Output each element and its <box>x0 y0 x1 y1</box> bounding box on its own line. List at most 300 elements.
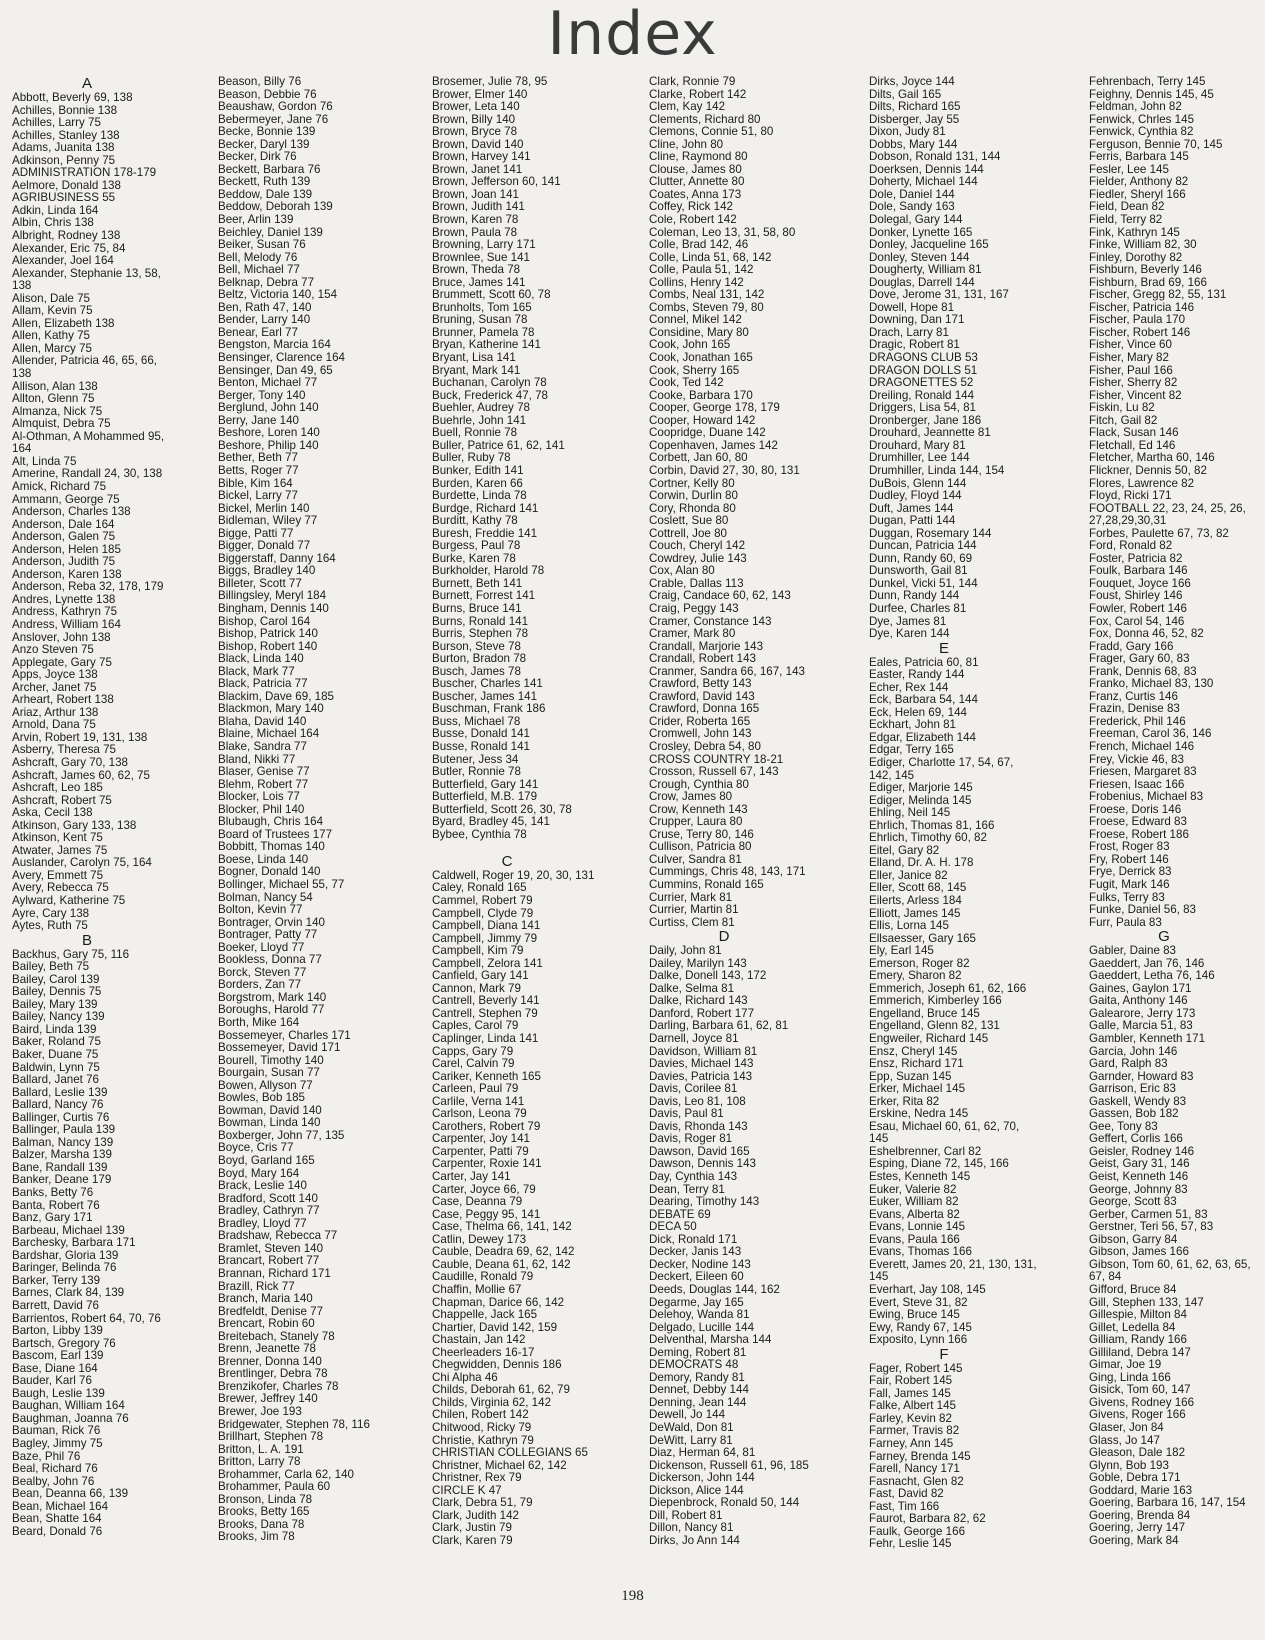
index-entry: Borgstrom, Mark 140 <box>218 990 327 1004</box>
index-entry: Dickerson, John 144 <box>649 1471 755 1485</box>
index-entry: Funke, Daniel 56, 83 <box>1089 903 1196 917</box>
index-entry: Ballinger, Paula 139 <box>12 1123 116 1137</box>
index-entry: Bollinger, Michael 55, 77 <box>218 878 345 891</box>
index-entry: Brown, Janet 141 <box>432 162 523 176</box>
index-entry: Becker, Daryl 139 <box>218 137 310 151</box>
index-entry: Glass, Jo 147 <box>1089 1433 1160 1447</box>
index-entry: Bidleman, Wiley 77 <box>218 514 318 528</box>
index-entry: Bailey, Beth 75 <box>12 960 90 974</box>
index-entry: Colle, Paula 51, 142 <box>649 263 754 277</box>
index-entry: Decker, Nodine 143 <box>649 1257 751 1271</box>
index-entry: Beal, Richard 76 <box>12 1462 98 1476</box>
index-entry: Byard, Bradley 45, 141 <box>432 815 550 829</box>
index-entry: Berger, Tony 140 <box>218 388 306 402</box>
index-entry: Field, Terry 82 <box>1089 213 1163 227</box>
index-entry: Gerstner, Teri 56, 57, 83 <box>1089 1220 1214 1234</box>
index-entry: Cook, Ted 142 <box>649 376 724 390</box>
index-entry: Fletcher, Martha 60, 146 <box>1089 451 1215 465</box>
index-entry: Burton, Bradon 78 <box>432 652 527 666</box>
index-entry: Blake, Sandra 77 <box>218 739 307 753</box>
index-entry: Ballard, Leslie 139 <box>12 1085 108 1099</box>
index-entry: Cory, Rhonda 80 <box>649 501 736 515</box>
index-entry: Britton, Larry 78 <box>218 1455 301 1469</box>
index-entry: Cariker, Kenneth 165 <box>432 1069 541 1083</box>
index-entry: Bauman, Rick 76 <box>12 1424 101 1438</box>
index-entry: Eitel, Gary 82 <box>869 843 940 857</box>
index-entry: Brummett, Scott 60, 78 <box>432 288 551 302</box>
index-entry: Erker, Michael 145 <box>869 1082 966 1096</box>
index-entry: Alexander, Joel 164 <box>12 254 114 268</box>
index-entry: Edgar, Terry 165 <box>869 743 954 757</box>
index-entry: Clark, Judith 142 <box>432 1508 519 1522</box>
index-entry: Flack, Susan 146 <box>1089 426 1179 440</box>
index-entry: Bossemeyer, Charles 171 <box>218 1028 351 1042</box>
index-entry: Fisher, Vince 60 <box>1089 338 1172 352</box>
index-entry: Drach, Larry 81 <box>869 325 949 339</box>
index-entry: Bigger, Donald 77 <box>218 539 311 553</box>
index-entry: Chaffin, Mollie 67 <box>432 1282 522 1296</box>
index-entry: Baker, Roland 75 <box>12 1035 101 1049</box>
index-entry: Black, Patricia 77 <box>218 677 308 691</box>
index-entry: Gillet, Ledella 84 <box>1089 1320 1176 1334</box>
index-entry: Cummings, Chris 48, 143, 171 <box>649 865 806 879</box>
index-entry: Bagley, Jimmy 75 <box>12 1436 103 1450</box>
index-entry: Brohammer, Carla 62, 140 <box>218 1467 354 1481</box>
index-entry: Everett, James 20, 21, 130, 131, <box>869 1257 1037 1271</box>
index-entry: Ford, Ronald 82 <box>1089 539 1173 553</box>
index-entry: Apps, Joyce 138 <box>12 668 98 682</box>
index-entry: Daily, John 81 <box>649 944 722 958</box>
index-entry: Bybee, Cynthia 78 <box>432 827 527 841</box>
index-entry: Beard, Donald 76 <box>12 1524 103 1538</box>
index-entry: Burgess, Paul 78 <box>432 539 521 553</box>
index-entry: Fisher, Vincent 82 <box>1089 388 1182 402</box>
index-entry: Burkholder, Harold 78 <box>432 564 545 578</box>
index-entry: Dilts, Gail 165 <box>869 87 942 101</box>
index-entry: Floyd, Ricki 171 <box>1089 489 1172 503</box>
index-entry: Clouse, James 80 <box>649 162 742 176</box>
index-entry: Carlile, Verna 141 <box>432 1094 525 1108</box>
index-entry: Craig, Peggy 143 <box>649 601 739 615</box>
index-entry: Goble, Debra 171 <box>1089 1471 1181 1485</box>
index-entry: Bowles, Bob 185 <box>218 1091 306 1105</box>
index-entry: Craig, Candace 60, 62, 143 <box>649 589 791 603</box>
index-entry: Drouhard, Mary 81 <box>869 438 966 452</box>
index-entry: Beason, Debbie 76 <box>218 87 317 101</box>
index-entry: Brown, David 140 <box>432 137 524 151</box>
index-entry: Black, Mark 77 <box>218 664 295 678</box>
index-entry: Dye, Karen 144 <box>869 627 950 641</box>
index-entry: Biggerstaff, Danny 164 <box>218 551 336 565</box>
index-entry: Davies, Patricia 143 <box>649 1069 753 1083</box>
index-entry: Cole, Robert 142 <box>649 213 737 227</box>
index-entry: Cheerleaders 16-17 <box>432 1345 535 1359</box>
index-entry: Beshore, Loren 140 <box>218 426 320 440</box>
index-entry: Becke, Bonnie 139 <box>218 125 316 139</box>
index-entry: Fenwick, Chrles 145 <box>1089 112 1195 126</box>
index-entry: Farney, Ann 145 <box>869 1436 954 1450</box>
index-entry: Diaz, Herman 64, 81 <box>649 1446 756 1460</box>
index-entry: Bossemeyer, David 171 <box>218 1041 341 1055</box>
index-entry: Albright, Rodney 138 <box>12 229 121 243</box>
section-letter: C <box>501 852 513 870</box>
index-entry: Ballard, Nancy 76 <box>12 1098 104 1112</box>
index-entry: Allison, Alan 138 <box>12 379 98 393</box>
index-entry: DuBois, Glenn 144 <box>869 476 967 490</box>
index-entry: Gimar, Joe 19 <box>1089 1358 1162 1372</box>
index-entry: Bowman, David 140 <box>218 1103 322 1117</box>
index-entry: Connel, Mikel 142 <box>649 313 742 327</box>
index-entry: Campbell, Kim 79 <box>432 944 524 958</box>
index-entry: Allton, Glenn 75 <box>12 392 95 406</box>
index-entry: Belknap, Debra 77 <box>218 275 315 289</box>
index-entry: Evans, Alberta 82 <box>869 1207 960 1221</box>
index-entry: Blaine, Michael 164 <box>218 727 320 741</box>
index-entry: Fisher, Mary 82 <box>1089 351 1169 365</box>
index-entry: Fasnacht, Glen 82 <box>869 1474 964 1488</box>
index-entry: Evans, Lonnie 145 <box>869 1220 966 1234</box>
index-entry: Buehrle, John 141 <box>432 413 527 427</box>
index-entry: Froese, Edward 83 <box>1089 815 1187 829</box>
index-entry: Fenwick, Cynthia 82 <box>1089 125 1194 139</box>
index-entry: Brown, Karen 78 <box>432 213 519 227</box>
section-letter: B <box>81 931 92 949</box>
index-entry: Eck, Helen 69, 144 <box>869 705 967 719</box>
index-entry: Gaskell, Wendy 83 <box>1089 1094 1187 1108</box>
index-entry: Brooks, Jim 78 <box>218 1530 295 1544</box>
index-entry: Fradd, Gary 166 <box>1089 639 1174 653</box>
index-entry: Bell, Michael 77 <box>218 263 300 277</box>
index-entry: Geisler, Rodney 146 <box>1089 1144 1195 1158</box>
index-entry: Froese, Robert 186 <box>1089 827 1189 841</box>
index-entry: Burnett, Beth 141 <box>432 576 523 590</box>
index-entry: Clemons, Connie 51, 80 <box>649 125 774 139</box>
index-entry: Cooper, Howard 142 <box>649 413 756 427</box>
index-entry: Butener, Jess 34 <box>432 752 519 766</box>
index-entry: Burson, Steve 78 <box>432 639 521 653</box>
index-entry: Doherty, Michael 144 <box>869 175 978 189</box>
index-column <box>869 76 1079 1551</box>
index-entry: Eck, Barbara 54, 144 <box>869 693 978 707</box>
index-entry: Dearing, Timothy 143 <box>649 1195 760 1209</box>
index-entry: Bridgewater, Stephen 78, 116 <box>218 1417 370 1431</box>
index-entry: Clark, Karen 79 <box>432 1533 513 1547</box>
index-entry: Albin, Chris 138 <box>12 216 94 230</box>
index-entry: Downing, Dan 171 <box>869 313 965 327</box>
index-entry: Brown, Jefferson 60, 141 <box>432 175 561 189</box>
index-entry: Bengston, Marcia 164 <box>218 338 331 352</box>
index-entry: Bogner, Donald 140 <box>218 865 321 879</box>
index-entry: Garrison, Eric 83 <box>1089 1082 1176 1096</box>
index-entry: Fox, Donna 46, 52, 82 <box>1089 627 1204 641</box>
index-entry: Dowell, Hope 81 <box>869 300 955 314</box>
index-entry: Farmer, Travis 82 <box>869 1424 960 1438</box>
index-entry: Ferris, Barbara 145 <box>1089 150 1189 164</box>
index-entry: Capps, Gary 79 <box>432 1044 514 1058</box>
index-entry: Almquist, Debra 75 <box>12 417 111 431</box>
index-entry: 138 <box>12 367 32 381</box>
index-entry: Ediger, Charlotte 17, 54, 67, <box>869 755 1014 769</box>
index-entry: Dean, Terry 81 <box>649 1182 725 1196</box>
index-entry: Billingsley, Meryl 184 <box>218 589 327 603</box>
index-entry: Fishburn, Beverly 146 <box>1089 263 1202 277</box>
index-entry: Duggan, Rosemary 144 <box>869 526 992 540</box>
index-entry: Brewer, Joe 193 <box>218 1404 302 1418</box>
index-entry: Davis, Rhonda 143 <box>649 1119 748 1133</box>
index-entry: Burns, Ronald 141 <box>432 614 529 628</box>
index-entry: Bradley, Lloyd 77 <box>218 1216 307 1230</box>
index-entry: Campbell, Diana 141 <box>432 919 541 933</box>
index-entry: Beddow, Deborah 139 <box>218 200 333 214</box>
index-entry: Evans, Paula 166 <box>869 1232 960 1246</box>
index-entry: Ehrlich, Thomas 81, 166 <box>869 818 995 832</box>
section-letter: D <box>718 928 730 946</box>
index-entry: Eller, Scott 68, 145 <box>869 881 967 895</box>
index-entry: Carter, Joyce 66, 79 <box>432 1182 536 1196</box>
index-entry: Gaines, Gaylon 171 <box>1089 981 1192 995</box>
index-entry: Anderson, Helen 185 <box>12 542 121 556</box>
index-entry: Bishop, Robert 140 <box>218 639 318 653</box>
index-entry: Cantrell, Stephen 79 <box>432 1006 538 1020</box>
index-entry: Clark, Ronnie 79 <box>649 76 736 88</box>
index-entry: Blaser, Genise 77 <box>218 765 310 779</box>
index-entry: Falke, Albert 145 <box>869 1399 957 1413</box>
index-entry: Dennet, Debby 144 <box>649 1383 749 1397</box>
index-entry: Bronson, Linda 78 <box>218 1492 313 1506</box>
index-entry: Gerber, Carmen 51, 83 <box>1089 1207 1208 1221</box>
index-entry: Ediger, Melinda 145 <box>869 793 972 807</box>
index-entry: Bland, Nikki 77 <box>218 752 296 766</box>
index-entry: Cook, John 165 <box>649 338 731 352</box>
index-entry: Allender, Patricia 46, 65, 66, <box>12 354 158 368</box>
index-entry: Fulks, Terry 83 <box>1089 890 1165 904</box>
index-entry: Drouhard, Jeannette 81 <box>869 426 991 440</box>
index-entry: Aelmore, Donald 138 <box>12 178 121 192</box>
index-entry: Bartsch, Gregory 76 <box>12 1336 116 1350</box>
index-entry: Bruning, Susan 78 <box>432 313 528 327</box>
index-entry: Bensinger, Dan 49, 65 <box>218 363 333 377</box>
index-entry: Copenhaven, James 142 <box>649 438 778 452</box>
index-entry: Esping, Diane 72, 145, 166 <box>869 1157 1009 1171</box>
index-entry: Burnett, Forrest 141 <box>432 589 536 603</box>
index-entry: Cline, John 80 <box>649 137 724 151</box>
index-entry: Case, Thelma 66, 141, 142 <box>432 1220 572 1234</box>
index-entry: Ferguson, Bennie 70, 145 <box>1089 137 1223 151</box>
index-entry: Branch, Maria 140 <box>218 1292 313 1306</box>
index-entry: Buresh, Freddie 141 <box>432 526 538 540</box>
index-entry: Emmerich, Kimberley 166 <box>869 994 1002 1008</box>
index-entry: Cowdrey, Julie 143 <box>649 551 747 565</box>
index-entry: CROSS COUNTRY 18-21 <box>649 752 784 766</box>
index-entry: Dronberger, Jane 186 <box>869 413 982 427</box>
index-entry: Alison, Dale 75 <box>12 291 90 305</box>
index-entry: Bunker, Edith 141 <box>432 463 524 477</box>
index-entry: Crandall, Robert 143 <box>649 652 756 666</box>
index-entry: Beshore, Philip 140 <box>218 438 319 452</box>
index-entry: Gilliam, Randy 166 <box>1089 1333 1187 1347</box>
index-entry: Dunn, Randy 144 <box>869 589 960 603</box>
index-entry: Atkinson, Kent 75 <box>12 831 103 845</box>
index-entry: Alexander, Eric 75, 84 <box>12 241 126 255</box>
index-entry: Donley, Jacqueline 165 <box>869 238 989 252</box>
index-entry: Chitwood, Ricky 79 <box>432 1420 532 1434</box>
index-entry: Dolegal, Gary 144 <box>869 213 963 227</box>
index-entry: Fager, Robert 145 <box>869 1361 963 1375</box>
index-entry: Engelland, Glenn 82, 131 <box>869 1019 1000 1033</box>
index-entry: CIRCLE K 47 <box>432 1483 502 1497</box>
index-entry: 138 <box>12 279 32 293</box>
index-entry: George, Johnny 83 <box>1089 1182 1188 1196</box>
index-entry: DECA 50 <box>649 1220 697 1234</box>
index-entry: Christner, Rex 79 <box>432 1471 522 1485</box>
index-entry: Ariaz, Arthur 138 <box>12 705 99 719</box>
index-entry: Dunsworth, Gail 81 <box>869 564 968 578</box>
index-entry: Edgar, Elizabeth 144 <box>869 730 976 744</box>
index-entry: Banz, Gary 171 <box>12 1211 93 1225</box>
index-entry: Bishop, Patrick 140 <box>218 627 318 641</box>
index-entry: Brancart, Robert 77 <box>218 1254 320 1268</box>
index-entry: Beddow, Dale 139 <box>218 187 313 201</box>
index-entry: Banker, Deane 179 <box>12 1173 112 1187</box>
index-entry: Delventhal, Marsha 144 <box>649 1333 772 1347</box>
index-entry: Fiskin, Lu 82 <box>1089 401 1155 415</box>
index-entry: Givens, Roger 166 <box>1089 1408 1186 1422</box>
index-entry: Buchanan, Carolyn 78 <box>432 376 547 390</box>
index-entry: Farell, Nancy 171 <box>869 1462 960 1476</box>
page-number: 198 <box>621 1588 644 1604</box>
index-entry <box>432 841 642 854</box>
index-entry: Brenner, Donna 140 <box>218 1354 322 1368</box>
index-entry: Bryant, Mark 141 <box>432 363 521 377</box>
index-entry: Doerksen, Dennis 144 <box>869 162 984 176</box>
index-entry: Crandall, Marjorie 143 <box>649 639 764 653</box>
index-entry: Aska, Cecil 138 <box>12 806 93 820</box>
index-entry: Anderson, Judith 75 <box>12 555 116 569</box>
index-entry: Fehrenbach, Terry 145 <box>1089 76 1206 88</box>
index-entry: Coates, Anna 173 <box>649 187 742 201</box>
index-entry: Bolman, Nancy 54 <box>218 890 313 904</box>
index-entry: Beer, Arlin 139 <box>218 213 294 227</box>
index-entry: Bredfeldt, Denise 77 <box>218 1304 324 1318</box>
index-entry: Gillespie, Milton 84 <box>1089 1308 1187 1322</box>
index-entry: Dole, Sandy 163 <box>869 200 955 214</box>
index-entry: Bible, Kim 164 <box>218 476 293 490</box>
index-entry: Brown, Billy 140 <box>432 112 516 126</box>
index-entry: Fowler, Robert 146 <box>1089 601 1187 615</box>
index-entry: Fox, Carol 54, 146 <box>1089 614 1185 628</box>
index-entry: Corbin, David 27, 30, 80, 131 <box>649 463 800 477</box>
index-entry: Borth, Mike 164 <box>218 1016 300 1030</box>
index-entry: Friesen, Isaac 166 <box>1089 777 1185 791</box>
index-entry: Chappelle, Jack 165 <box>432 1308 538 1322</box>
index-entry: Applegate, Gary 75 <box>12 655 112 669</box>
index-entry: Christie, Kathryn 79 <box>432 1433 534 1447</box>
index-entry: Barrientos, Robert 64, 70, 76 <box>12 1311 161 1325</box>
index-entry: Buehler, Audrey 78 <box>432 401 530 415</box>
index-entry: Barnes, Clark 84, 139 <box>12 1286 125 1300</box>
index-entry: Crough, Cynthia 80 <box>649 777 749 791</box>
index-entry: Eckhart, John 81 <box>869 718 957 732</box>
index-entry: Coffey, Rick 142 <box>649 200 733 214</box>
index-entry: Dawson, David 165 <box>649 1144 750 1158</box>
index-entry: Ashcraft, Gary 70, 138 <box>12 755 128 769</box>
index-entry: Balzer, Marsha 139 <box>12 1148 112 1162</box>
index-entry: Brunholts, Tom 165 <box>432 300 532 314</box>
index-entry: Erskine, Nedra 145 <box>869 1107 969 1121</box>
index-entry: Deming, Robert 81 <box>649 1345 747 1359</box>
index-entry: Clark, Debra 51, 79 <box>432 1496 533 1510</box>
index-entry: Barton, Libby 139 <box>12 1324 103 1338</box>
index-entry: Carpenter, Roxie 141 <box>432 1157 542 1171</box>
index-entry: Carel, Calvin 79 <box>432 1057 515 1071</box>
index-entry: Dalke, Selma 81 <box>649 981 735 995</box>
index-entry: Fitch, Gail 82 <box>1089 413 1158 427</box>
index-entry: Ehrlich, Timothy 60, 82 <box>869 831 987 845</box>
index-entry: Burke, Karen 78 <box>432 551 516 565</box>
index-entry: Dreiling, Ronald 144 <box>869 388 975 402</box>
index-entry: Banta, Robert 76 <box>12 1198 100 1212</box>
index-entry: Friesen, Margaret 83 <box>1089 765 1197 779</box>
index-entry: Blaha, David 140 <box>218 714 307 728</box>
index-entry: Cullison, Patricia 80 <box>649 840 752 854</box>
index-entry: Gassen, Bob 182 <box>1089 1107 1179 1121</box>
index-entry: Amick, Richard 75 <box>12 479 107 493</box>
index-entry: Cooper, George 178, 179 <box>649 401 780 415</box>
index-entry: Fall, James 145 <box>869 1386 951 1400</box>
index-entry: Finke, William 82, 30 <box>1089 238 1197 252</box>
index-entry: Esau, Michael 60, 61, 62, 70, <box>869 1119 1020 1133</box>
index-entry: Bishop, Carol 164 <box>218 614 311 628</box>
index-entry: Barchesky, Barbara 171 <box>12 1236 136 1250</box>
index-entry: Glaser, Jon 84 <box>1089 1420 1164 1434</box>
index-entry: Durfee, Charles 81 <box>869 601 967 615</box>
index-entry: Brencart, Robin 60 <box>218 1317 315 1331</box>
index-entry: Engweiler, Richard 145 <box>869 1032 989 1046</box>
index-entry: Delgado, Lucille 144 <box>649 1320 755 1334</box>
index-entry: Coleman, Leo 13, 31, 58, 80 <box>649 225 796 239</box>
index-entry: Bryan, Katherine 141 <box>432 338 541 352</box>
index-entry: Davidson, William 81 <box>649 1044 758 1058</box>
index-entry: Cramer, Mark 80 <box>649 627 736 641</box>
index-entry: Bender, Larry 140 <box>218 313 311 327</box>
index-entry: Franz, Curtis 146 <box>1089 689 1178 703</box>
index-entry: Colle, Brad 142, 46 <box>649 238 749 252</box>
index-entry: Cromwell, John 143 <box>649 727 752 741</box>
index-entry: Bourell, Timothy 140 <box>218 1053 324 1067</box>
index-entry: Frost, Roger 83 <box>1089 840 1170 854</box>
index-entry: Fletchall, Ed 146 <box>1089 438 1176 452</box>
index-entry: Base, Diane 164 <box>12 1361 98 1375</box>
index-entry: Dailey, Marilyn 143 <box>649 956 747 970</box>
index-entry: George, Scott 83 <box>1089 1195 1177 1209</box>
index-entry: Christner, Michael 62, 142 <box>432 1458 567 1472</box>
index-entry: Eales, Patricia 60, 81 <box>869 655 979 669</box>
index-entry: Benear, Earl 77 <box>218 325 298 339</box>
index-entry: Brenzikofer, Charles 78 <box>218 1379 339 1393</box>
index-entry: Caples, Carol 79 <box>432 1019 519 1033</box>
index-entry: Baughan, William 164 <box>12 1399 125 1413</box>
index-entry: Gambler, Kenneth 171 <box>1089 1032 1206 1046</box>
index-entry: Darnell, Joyce 81 <box>649 1032 739 1046</box>
index-entry: Ayre, Cary 138 <box>12 906 90 920</box>
index-entry: Fast, David 82 <box>869 1487 944 1501</box>
index-entry: Childs, Virginia 62, 142 <box>432 1395 552 1409</box>
index-entry: Bickel, Larry 77 <box>218 489 298 503</box>
index-entry: Avery, Emmett 75 <box>12 868 104 882</box>
index-entry: Brentlinger, Debra 78 <box>218 1367 328 1381</box>
index-entry: Dole, Daniel 144 <box>869 187 955 201</box>
index-entry: Bailey, Carol 139 <box>12 972 100 986</box>
